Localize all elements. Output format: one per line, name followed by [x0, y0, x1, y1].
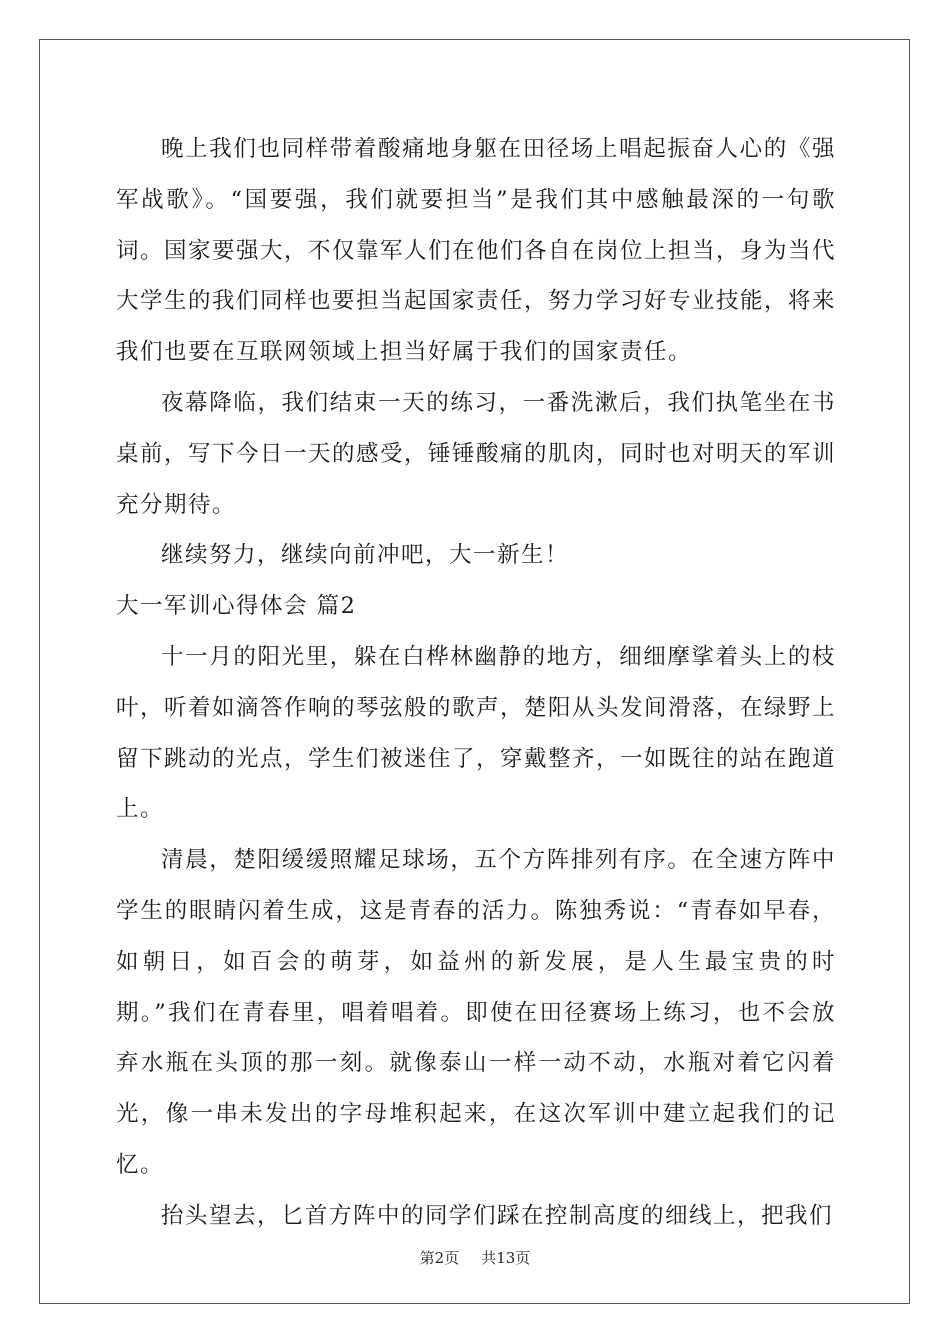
paragraph-november-sunshine: 十一月的阳光里，躲在白桦林幽静的地方，细细摩挲着头上的枝叶，听着如滴答作响的琴弦般的歌声，楚阳从头发间滑落，在绿野上留下跳动的光点，学生们被迷住了，穿戴整齐，一如既往的站在跑道上。: [116, 643, 837, 823]
page-footer: [0, 1248, 950, 1268]
paragraph-morning-formation: 清晨，楚阳缓缓照耀足球场，五个方阵排列有序。在全速方阵中学生的眼睛闪着生成，这是青春的活力。陈独秀说：“青春如早春，如朝日，如百会的萌芽，如益州的新发展，是人生最宝贵的时期。”我们在青春里，唱着唱着。即使在田径赛场上练习，也不会放弃水瓶在头顶的那一刻。就像泰山一样一动不动，水瓶对着它闪着光，像一串未发出的字母堆积起来，在这次军训中建立起我们的记忆。: [116, 847, 836, 1178]
paragraph-nightfall: 夜幕降临，我们结束一天的练习，一番洗漱后，我们执笔坐在书桌前，写下今日一天的感受，锤锤酸痛的肌肉，同时也对明天的军训充分期待。: [116, 389, 837, 518]
paragraph-strong-army-song: 晚上我们也同样带着酸痛地身躯在田径场上唱起振奋人心的《强军战歌》。“国要强，我们就要担当”是我们其中感触最深的一句歌词。国家要强大，不仅靠军人们在他们各自在岗位上担当，身为当代大学生的我们同样也要担当起国家责任，努力学习好专业技能，将来我们也要在互联网领域上担当好属于我们的国家责任。: [116, 136, 837, 366]
page-number: 第2页: [419, 1249, 460, 1267]
page-total: 共13页: [481, 1249, 531, 1267]
section-heading: 大一军训心得体会 篇2: [116, 593, 357, 620]
document-body: [116, 124, 836, 1242]
paragraph-keep-going: 继续努力，继续向前冲吧，大一新生！: [161, 542, 570, 569]
paragraph-looking-up: 抬头望去，匕首方阵中的同学们踩在控制高度的细线上，把我们: [161, 1202, 834, 1229]
